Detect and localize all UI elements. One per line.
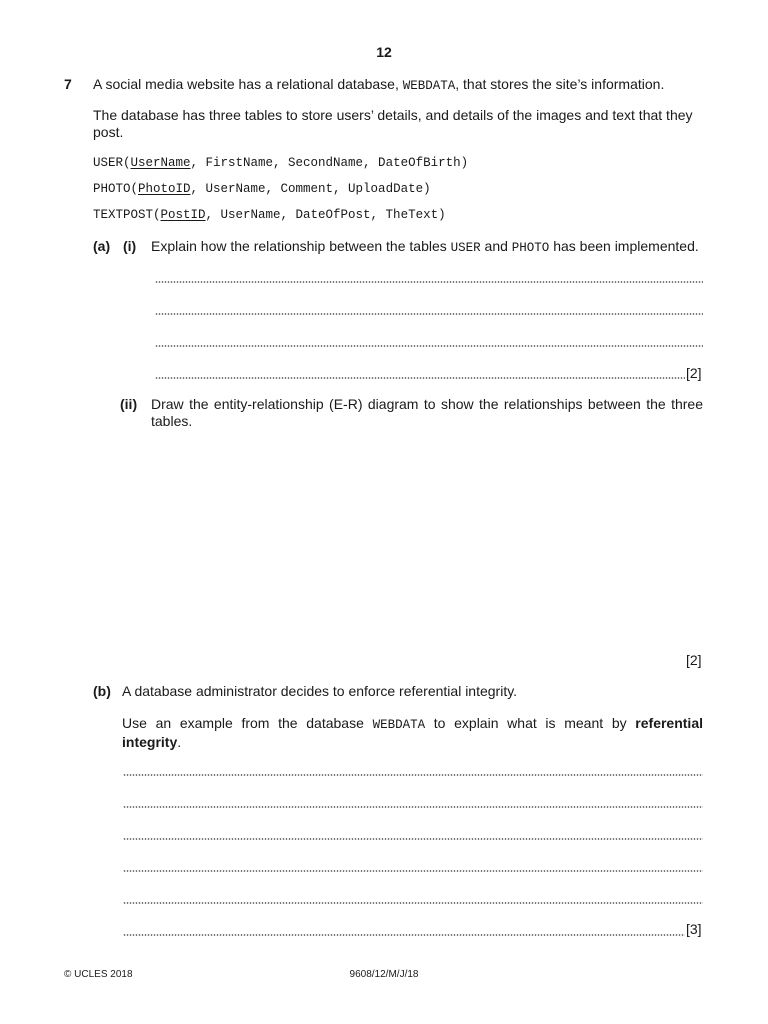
table-user: USER(UserName, FirstName, SecondName, DateOfBirth) bbox=[93, 156, 469, 170]
part-b-label: (b) bbox=[93, 683, 111, 699]
part-a-label: (a) bbox=[93, 238, 111, 254]
footer-copyright: © UCLES 2018 bbox=[64, 969, 133, 980]
answer-line[interactable] bbox=[155, 345, 703, 347]
answer-line[interactable] bbox=[123, 774, 703, 776]
answer-line[interactable] bbox=[155, 377, 685, 379]
answer-line[interactable] bbox=[123, 838, 703, 840]
answer-line[interactable] bbox=[123, 934, 685, 936]
part-a-i-label: (i) bbox=[123, 238, 137, 254]
footer-code: 9608/12/M/J/18 bbox=[349, 969, 419, 980]
key-term: referential integrity bbox=[122, 715, 703, 750]
marks-a-ii: [2] bbox=[686, 652, 702, 668]
marks-a-i: [2] bbox=[686, 365, 702, 381]
part-a-i-text: Explain how the relationship between the tables USER and PHOTO has been implemented. bbox=[151, 238, 699, 255]
question-para: The database has three tables to store users’ details, and details of the images and text that they post. bbox=[93, 107, 693, 140]
question-number: 7 bbox=[64, 76, 72, 92]
primary-key: PostID bbox=[160, 208, 206, 222]
answer-line[interactable] bbox=[155, 313, 703, 315]
part-a-ii-text: Draw the entity-relationship (E-R) diagram to show the relationships between the three tables. bbox=[151, 396, 703, 429]
answer-line[interactable] bbox=[155, 281, 703, 283]
answer-line[interactable] bbox=[123, 902, 703, 904]
diagram-answer-area[interactable] bbox=[151, 436, 703, 646]
answer-line[interactable] bbox=[123, 870, 703, 872]
primary-key: UserName bbox=[130, 156, 191, 170]
part-a-ii-label: (ii) bbox=[120, 396, 138, 412]
question-intro: A social media website has a relational database, WEBDATA, that stores the site’s information. bbox=[93, 76, 665, 93]
answer-line[interactable] bbox=[123, 806, 703, 808]
table-photo: PHOTO(PhotoID, UserName, Comment, UploadDate) bbox=[93, 182, 431, 196]
primary-key: PhotoID bbox=[138, 182, 191, 196]
marks-b: [3] bbox=[686, 921, 702, 937]
part-b-text2: Use an example from the database WEBDATA to explain what is meant by referential integrity. bbox=[122, 715, 703, 750]
table-textpost: TEXTPOST(PostID, UserName, DateOfPost, TheText) bbox=[93, 208, 446, 222]
part-b-text1: A database administrator decides to enforce referential integrity. bbox=[122, 683, 518, 699]
page-number: 12 bbox=[376, 44, 392, 60]
db-name: WEBDATA bbox=[402, 79, 456, 93]
